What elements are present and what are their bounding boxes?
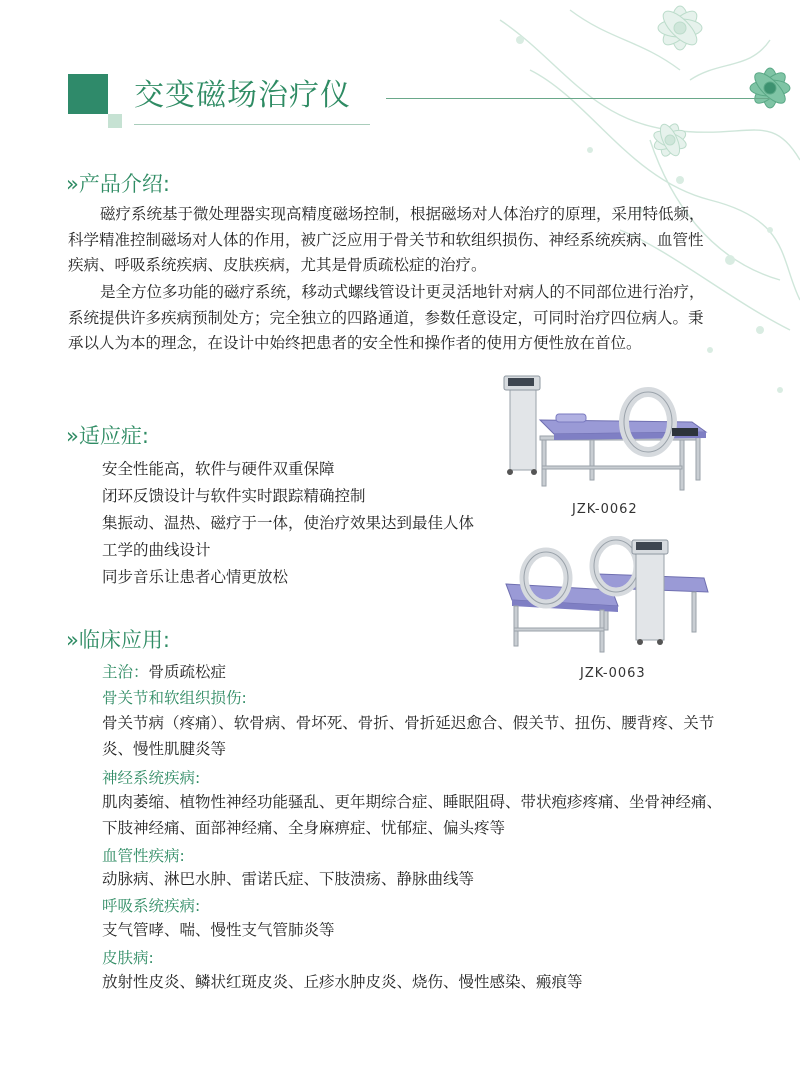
- category-label: 神经系统疾病:: [102, 769, 201, 787]
- category-text: 动脉病、淋巴水肿、雷诺氏症、下肢溃疡、静脉曲线等: [102, 870, 475, 888]
- intro-heading: »产品介绍:: [66, 172, 170, 196]
- page-title: 交变磁场治疗仪: [134, 78, 351, 113]
- category-label: 骨关节和软组织损伤:: [102, 689, 247, 707]
- indication-item: 同步音乐让患者心情更放松: [102, 568, 289, 586]
- product-caption: JZK-0063: [580, 666, 646, 681]
- indications-list: [102, 456, 482, 591]
- intro-paragraph-1: [68, 202, 716, 279]
- title-rule: [386, 98, 770, 99]
- intro-paragraph-2-text: 是全方位多功能的磁疗系统，移动式螺线管设计更灵活地针对病人的不同部位进行治疗，系统提供许多疾病预制处方；完全独立的四路通道，参数任意设定，可同时治疗四位病人。秉承以人为本的理念，在设计中始终把患者的安全性和操作者的使用方便性放在首位。: [68, 283, 705, 352]
- category-label: 呼吸系统疾病:: [102, 897, 201, 915]
- main-indication-value: 骨质疏松症: [148, 663, 227, 681]
- product-caption: JZK-0062: [572, 502, 638, 517]
- category-text: 肌肉萎缩、植物性神经功能骚乱、更年期综合症、睡眠阻碍、带状疱疹疼痛、坐骨神经痛、下肢神经痛、面部神经痛、全身麻痹症、忧郁症、偏头疼等: [102, 793, 723, 837]
- indications-heading: »适应症:: [66, 424, 149, 448]
- intro-paragraph-2: [68, 280, 716, 357]
- title-square-small: [108, 114, 122, 128]
- category-label: 血管性疾病:: [102, 847, 185, 865]
- category-text: 骨关节病（疼痛）、软骨病、骨坏死、骨折、骨折延迟愈合、假关节、扭伤、腰背疼、关节炎、慢性肌腱炎等: [102, 714, 715, 758]
- indication-item: 闭环反馈设计与软件实时跟踪精确控制: [102, 487, 366, 505]
- intro-paragraph-1-text: 磁疗系统基于微处理器实现高精度磁场控制，根据磁场对人体治疗的原理，采用特低频，科学精准控制磁场对人体的作用，被广泛应用于骨关节和软组织损伤、神经系统疾病、血管性疾病、呼吸系统疾病、皮肤疾病，尤其是骨质疏松症的治疗。: [68, 205, 705, 274]
- indication-item: 安全性能高，软件与硬件双重保障: [102, 460, 335, 478]
- main-indication-label: 主治：: [102, 663, 149, 681]
- category-label: 皮肤病:: [102, 949, 154, 967]
- main-indication: [102, 660, 226, 682]
- clinical-heading: »临床应用:: [66, 628, 170, 652]
- indication-item: 集振动、温热、磁疗于一体，使治疗效果达到最佳人体工学的曲线设计: [102, 514, 475, 559]
- title-underline: [134, 124, 370, 125]
- product-image-jzk-0063: [500, 536, 714, 660]
- product-image-jzk-0062: [496, 370, 716, 500]
- category-text: 放射性皮炎、鳞状红斑皮炎、丘疹水肿皮炎、烧伤、慢性感染、瘢痕等: [102, 973, 583, 991]
- category-text: 支气管哮、喘、慢性支气管肺炎等: [102, 921, 335, 939]
- title-square: [68, 74, 108, 114]
